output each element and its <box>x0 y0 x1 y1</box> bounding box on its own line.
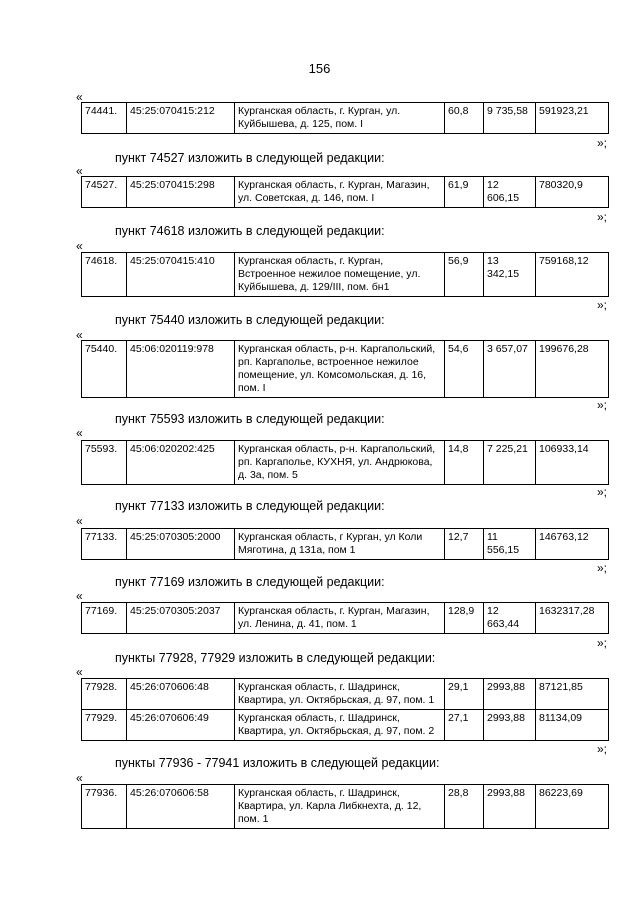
record-table <box>81 602 609 634</box>
record-table <box>81 678 609 741</box>
address: Курганская область, г. Курган, Магазин, ул. Советская, д. 146, пом. I <box>235 177 445 208</box>
item-number: 75440. <box>82 341 127 398</box>
instruction-text: пункт 74618 изложить в следующей редакции: <box>115 224 385 238</box>
page-number: 156 <box>308 61 331 76</box>
item-number: 77133. <box>82 529 127 560</box>
area: 61,9 <box>445 177 484 208</box>
item-number: 75593. <box>82 441 127 485</box>
address: Курганская область, р-н. Каргапольский, рп. Каргаполье, встроенное нежилое помещение, ул. Комсомольская, д. 16, пом. I <box>235 341 445 398</box>
cadastral-number: 45:26:070606:58 <box>127 785 235 829</box>
address: Курганская область, г. Курган, Магазин, ул. Ленина, д. 41, пом. 1 <box>235 603 445 634</box>
table-row <box>82 529 609 560</box>
open-quote: « <box>76 426 83 440</box>
total-value: 86223,69 <box>536 785 609 829</box>
record-table <box>81 340 609 398</box>
cadastral-number: 45:25:070415:410 <box>127 253 235 297</box>
address: Курганская область, р-н. Каргапольский, рп. Каргаполье, КУХНЯ, ул. Андрюкова, д. 3а, пом. 5 <box>235 441 445 485</box>
instruction-text: пункт 77169 изложить в следующей редакции: <box>115 575 385 589</box>
address: Курганская область, г Курган, ул Коли Мяготина, д 131а, пом 1 <box>235 529 445 560</box>
close-quote: »; <box>597 136 608 150</box>
record-table <box>81 440 609 485</box>
total-value: 780320,9 <box>536 177 609 208</box>
close-quote: »; <box>597 636 608 650</box>
address: Курганская область, г. Шадринск, Квартира, ул. Карла Либкнехта, д. 12, пом. 1 <box>235 785 445 829</box>
item-number: 74441. <box>82 103 127 134</box>
unit-value: 2993,88 <box>484 785 536 829</box>
record-table <box>81 784 609 829</box>
table-row <box>82 177 609 208</box>
close-quote: »; <box>597 561 608 575</box>
unit-value: 9 735,58 <box>484 103 536 134</box>
record-table <box>81 528 609 560</box>
address: Курганская область, г. Шадринск, Квартира, ул. Октябрьская, д. 97, пом. 1 <box>235 679 445 710</box>
open-quote: « <box>76 665 83 679</box>
record-table <box>81 252 609 297</box>
instruction-text: пункт 75440 изложить в следующей редакции: <box>115 313 385 327</box>
area: 54,6 <box>445 341 484 398</box>
area: 28,8 <box>445 785 484 829</box>
record-table <box>81 102 609 134</box>
unit-value: 11 556,15 <box>484 529 536 560</box>
close-quote: »; <box>597 742 608 756</box>
total-value: 591923,21 <box>536 103 609 134</box>
cadastral-number: 45:06:020202:425 <box>127 441 235 485</box>
total-value: 199676,28 <box>536 341 609 398</box>
address: Курганская область, г. Шадринск, Квартира, ул. Октябрьская, д. 97, пом. 2 <box>235 710 445 741</box>
total-value: 87121,85 <box>536 679 609 710</box>
open-quote: « <box>76 90 83 104</box>
item-number: 77929. <box>82 710 127 741</box>
item-number: 77169. <box>82 603 127 634</box>
open-quote: « <box>76 589 83 603</box>
area: 60,8 <box>445 103 484 134</box>
table-row <box>82 253 609 297</box>
unit-value: 2993,88 <box>484 679 536 710</box>
cadastral-number: 45:26:070606:48 <box>127 679 235 710</box>
area: 29,1 <box>445 679 484 710</box>
address: Курганская область, г. Курган, Встроенное нежилое помещение, ул. Куйбышева, д. 129/III, пом. бн1 <box>235 253 445 297</box>
open-quote: « <box>76 328 83 342</box>
cadastral-number: 45:26:070606:49 <box>127 710 235 741</box>
table-row <box>82 103 609 134</box>
instruction-text: пункт 74527 изложить в следующей редакции: <box>115 151 385 165</box>
unit-value: 3 657,07 <box>484 341 536 398</box>
close-quote: »; <box>597 210 608 224</box>
area: 27,1 <box>445 710 484 741</box>
close-quote: »; <box>597 298 608 312</box>
instruction-text: пункты 77928, 77929 изложить в следующей редакции: <box>115 651 436 665</box>
item-number: 74618. <box>82 253 127 297</box>
open-quote: « <box>76 239 83 253</box>
cadastral-number: 45:25:070305:2000 <box>127 529 235 560</box>
instruction-text: пункт 77133 изложить в следующей редакции: <box>115 499 385 513</box>
table-row <box>82 441 609 485</box>
area: 128,9 <box>445 603 484 634</box>
open-quote: « <box>76 771 83 785</box>
table-row <box>82 603 609 634</box>
cadastral-number: 45:25:070305:2037 <box>127 603 235 634</box>
open-quote: « <box>76 164 83 178</box>
area: 14,8 <box>445 441 484 485</box>
instruction-text: пункт 75593 изложить в следующей редакции: <box>115 412 385 426</box>
area: 56,9 <box>445 253 484 297</box>
total-value: 81134,09 <box>536 710 609 741</box>
cadastral-number: 45:06:020119:978 <box>127 341 235 398</box>
close-quote: »; <box>597 485 608 499</box>
instruction-text: пункты 77936 - 77941 изложить в следующей редакции: <box>115 756 440 770</box>
item-number: 77936. <box>82 785 127 829</box>
unit-value: 7 225,21 <box>484 441 536 485</box>
area: 12,7 <box>445 529 484 560</box>
unit-value: 2993,88 <box>484 710 536 741</box>
item-number: 74527. <box>82 177 127 208</box>
table-row <box>82 679 609 710</box>
total-value: 106933,14 <box>536 441 609 485</box>
unit-value: 13 342,15 <box>484 253 536 297</box>
table-row <box>82 341 609 398</box>
close-quote: »; <box>597 398 608 412</box>
unit-value: 12 606,15 <box>484 177 536 208</box>
table-row <box>82 785 609 829</box>
cadastral-number: 45:25:070415:212 <box>127 103 235 134</box>
item-number: 77928. <box>82 679 127 710</box>
open-quote: « <box>76 514 83 528</box>
record-table <box>81 176 609 208</box>
table-row <box>82 710 609 741</box>
cadastral-number: 45:25:070415:298 <box>127 177 235 208</box>
total-value: 146763,12 <box>536 529 609 560</box>
unit-value: 12 663,44 <box>484 603 536 634</box>
total-value: 759168,12 <box>536 253 609 297</box>
total-value: 1632317,28 <box>536 603 609 634</box>
address: Курганская область, г. Курган, ул. Куйбышева, д. 125, пом. I <box>235 103 445 134</box>
